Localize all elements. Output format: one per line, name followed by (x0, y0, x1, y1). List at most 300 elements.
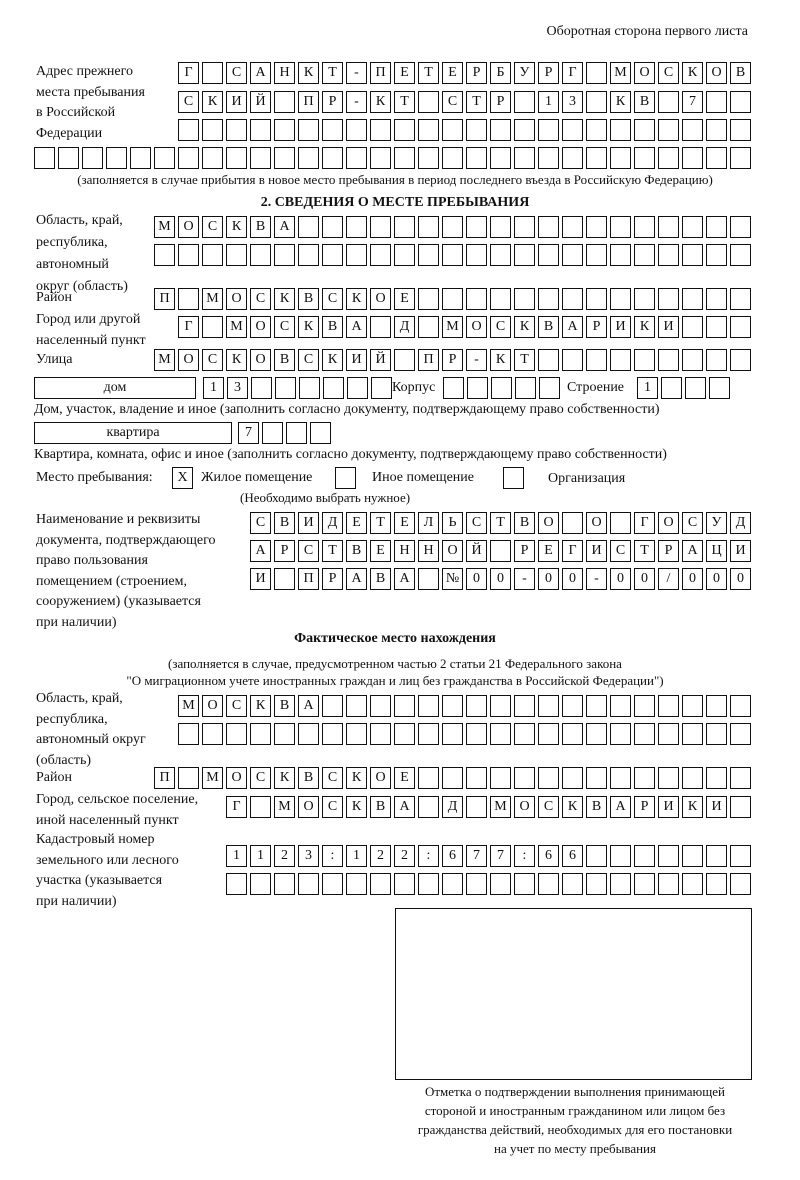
char-cell[interactable]: Й (370, 349, 391, 371)
char-cell[interactable]: М (202, 767, 223, 789)
char-cell[interactable] (586, 845, 607, 867)
char-cell[interactable]: Д (442, 796, 463, 818)
char-cell[interactable] (226, 244, 247, 266)
char-cell[interactable] (394, 244, 415, 266)
char-cell[interactable] (442, 695, 463, 717)
char-cell[interactable] (610, 244, 631, 266)
char-cell[interactable] (562, 767, 583, 789)
char-cell[interactable] (634, 349, 655, 371)
char-cell[interactable] (730, 316, 751, 338)
char-cell[interactable]: О (370, 767, 391, 789)
char-cell[interactable] (562, 147, 583, 169)
char-cell[interactable] (322, 147, 343, 169)
char-cell[interactable]: И (346, 349, 367, 371)
char-cell[interactable]: С (322, 767, 343, 789)
char-cell[interactable] (514, 91, 535, 113)
char-cell[interactable] (730, 349, 751, 371)
char-cell[interactable] (286, 422, 307, 444)
checkbox-residential[interactable]: X (172, 467, 193, 489)
char-cell[interactable] (682, 216, 703, 238)
char-cell[interactable] (682, 119, 703, 141)
char-cell[interactable]: К (346, 767, 367, 789)
char-cell[interactable] (586, 216, 607, 238)
char-cell[interactable] (658, 349, 679, 371)
char-cell[interactable]: 2 (370, 845, 391, 867)
char-cell[interactable]: - (346, 62, 367, 84)
char-cell[interactable]: А (346, 568, 367, 590)
char-cell[interactable] (202, 119, 223, 141)
char-cell[interactable]: Т (322, 62, 343, 84)
char-cell[interactable] (514, 288, 535, 310)
char-cell[interactable]: Т (466, 91, 487, 113)
char-cell[interactable] (514, 119, 535, 141)
char-cell[interactable] (634, 119, 655, 141)
char-cell[interactable]: С (682, 512, 703, 534)
char-cell[interactable] (610, 216, 631, 238)
char-cell[interactable]: К (370, 91, 391, 113)
char-cell[interactable] (491, 377, 512, 399)
char-cell[interactable] (442, 244, 463, 266)
char-cell[interactable]: Г (226, 796, 247, 818)
char-cell[interactable]: О (538, 512, 559, 534)
char-cell[interactable]: К (490, 349, 511, 371)
char-cell[interactable]: С (298, 540, 319, 562)
char-cell[interactable] (610, 873, 631, 895)
char-cell[interactable] (658, 119, 679, 141)
char-cell[interactable]: К (322, 349, 343, 371)
char-cell[interactable] (154, 244, 175, 266)
char-cell[interactable]: К (682, 62, 703, 84)
char-cell[interactable]: О (298, 796, 319, 818)
char-cell[interactable]: К (634, 316, 655, 338)
char-cell[interactable] (515, 377, 536, 399)
char-cell[interactable]: Г (178, 62, 199, 84)
char-cell[interactable] (250, 119, 271, 141)
char-cell[interactable] (490, 288, 511, 310)
char-cell[interactable]: Р (490, 91, 511, 113)
char-cell[interactable]: 6 (562, 845, 583, 867)
char-cell[interactable]: О (442, 540, 463, 562)
char-cell[interactable] (610, 147, 631, 169)
char-cell[interactable]: А (394, 796, 415, 818)
char-cell[interactable]: Е (394, 767, 415, 789)
char-cell[interactable] (250, 147, 271, 169)
char-cell[interactable] (394, 216, 415, 238)
char-cell[interactable]: Д (730, 512, 751, 534)
char-cell[interactable] (730, 147, 751, 169)
char-cell[interactable]: Г (178, 316, 199, 338)
char-cell[interactable]: К (274, 767, 295, 789)
char-cell[interactable]: Г (562, 540, 583, 562)
char-cell[interactable] (418, 723, 439, 745)
char-cell[interactable]: 1 (637, 377, 658, 399)
char-cell[interactable] (346, 147, 367, 169)
char-cell[interactable] (682, 349, 703, 371)
char-cell[interactable]: О (178, 349, 199, 371)
char-cell[interactable]: К (250, 695, 271, 717)
checkbox-other-premises[interactable] (335, 467, 356, 489)
char-cell[interactable] (634, 873, 655, 895)
char-cell[interactable] (586, 349, 607, 371)
char-cell[interactable]: М (274, 796, 295, 818)
char-cell[interactable] (418, 316, 439, 338)
char-cell[interactable]: Р (274, 540, 295, 562)
char-cell[interactable] (466, 147, 487, 169)
char-cell[interactable] (562, 723, 583, 745)
char-cell[interactable] (178, 244, 199, 266)
char-cell[interactable] (418, 288, 439, 310)
char-cell[interactable]: И (706, 796, 727, 818)
char-cell[interactable]: С (202, 349, 223, 371)
char-cell[interactable] (658, 244, 679, 266)
char-cell[interactable]: С (322, 796, 343, 818)
char-cell[interactable] (658, 845, 679, 867)
char-cell[interactable]: В (370, 796, 391, 818)
char-cell[interactable]: - (346, 91, 367, 113)
char-cell[interactable] (262, 422, 283, 444)
char-cell[interactable] (709, 377, 730, 399)
char-cell[interactable] (706, 119, 727, 141)
char-cell[interactable] (418, 244, 439, 266)
char-cell[interactable] (274, 119, 295, 141)
char-cell[interactable] (706, 767, 727, 789)
char-cell[interactable]: Е (394, 288, 415, 310)
char-cell[interactable] (226, 873, 247, 895)
char-cell[interactable] (418, 91, 439, 113)
char-cell[interactable] (538, 288, 559, 310)
char-cell[interactable] (586, 91, 607, 113)
char-cell[interactable] (706, 316, 727, 338)
char-cell[interactable]: К (682, 796, 703, 818)
char-cell[interactable] (274, 91, 295, 113)
char-cell[interactable]: С (226, 695, 247, 717)
char-cell[interactable] (634, 845, 655, 867)
char-cell[interactable] (682, 695, 703, 717)
char-cell[interactable]: 1 (203, 377, 224, 399)
char-cell[interactable] (370, 873, 391, 895)
char-cell[interactable] (586, 147, 607, 169)
char-cell[interactable] (178, 767, 199, 789)
char-cell[interactable] (682, 288, 703, 310)
char-cell[interactable] (370, 244, 391, 266)
char-cell[interactable] (394, 873, 415, 895)
char-cell[interactable] (730, 244, 751, 266)
char-cell[interactable] (706, 147, 727, 169)
char-cell[interactable]: : (418, 845, 439, 867)
char-cell[interactable] (586, 288, 607, 310)
char-cell[interactable] (490, 723, 511, 745)
char-cell[interactable] (610, 119, 631, 141)
char-cell[interactable] (490, 540, 511, 562)
char-cell[interactable] (634, 695, 655, 717)
char-cell[interactable] (347, 377, 368, 399)
char-cell[interactable]: К (562, 796, 583, 818)
char-cell[interactable]: С (250, 512, 271, 534)
char-cell[interactable] (730, 216, 751, 238)
char-cell[interactable] (586, 695, 607, 717)
char-cell[interactable] (466, 796, 487, 818)
char-cell[interactable]: И (658, 316, 679, 338)
char-cell[interactable]: Т (634, 540, 655, 562)
char-cell[interactable] (298, 873, 319, 895)
char-cell[interactable] (250, 244, 271, 266)
char-cell[interactable] (250, 723, 271, 745)
char-cell[interactable] (490, 119, 511, 141)
char-cell[interactable]: 0 (706, 568, 727, 590)
char-cell[interactable] (490, 244, 511, 266)
char-cell[interactable] (685, 377, 706, 399)
char-cell[interactable] (178, 119, 199, 141)
char-cell[interactable]: 7 (466, 845, 487, 867)
char-cell[interactable] (371, 377, 392, 399)
char-cell[interactable] (490, 216, 511, 238)
char-cell[interactable]: О (706, 62, 727, 84)
char-cell[interactable]: С (250, 288, 271, 310)
char-cell[interactable]: П (370, 62, 391, 84)
char-cell[interactable]: С (178, 91, 199, 113)
char-cell[interactable]: Й (250, 91, 271, 113)
char-cell[interactable]: Е (394, 62, 415, 84)
char-cell[interactable]: К (226, 349, 247, 371)
char-cell[interactable] (298, 244, 319, 266)
char-cell[interactable]: И (226, 91, 247, 113)
char-cell[interactable] (418, 767, 439, 789)
char-cell[interactable] (250, 796, 271, 818)
char-cell[interactable] (730, 119, 751, 141)
char-cell[interactable]: К (346, 796, 367, 818)
char-cell[interactable] (370, 119, 391, 141)
char-cell[interactable]: С (658, 62, 679, 84)
char-cell[interactable]: : (514, 845, 535, 867)
char-cell[interactable] (562, 512, 583, 534)
char-cell[interactable]: У (706, 512, 727, 534)
char-cell[interactable] (490, 873, 511, 895)
char-cell[interactable] (274, 723, 295, 745)
char-cell[interactable]: С (298, 349, 319, 371)
char-cell[interactable]: 0 (610, 568, 631, 590)
char-cell[interactable]: Р (658, 540, 679, 562)
char-cell[interactable] (466, 873, 487, 895)
char-cell[interactable]: О (202, 695, 223, 717)
char-cell[interactable] (202, 244, 223, 266)
char-cell[interactable] (634, 288, 655, 310)
char-cell[interactable] (634, 723, 655, 745)
char-cell[interactable] (514, 873, 535, 895)
char-cell[interactable] (658, 288, 679, 310)
char-cell[interactable] (562, 288, 583, 310)
char-cell[interactable] (466, 288, 487, 310)
char-cell[interactable] (274, 568, 295, 590)
char-cell[interactable]: Е (538, 540, 559, 562)
char-cell[interactable]: Р (442, 349, 463, 371)
char-cell[interactable]: М (178, 695, 199, 717)
char-cell[interactable] (682, 316, 703, 338)
char-cell[interactable] (682, 723, 703, 745)
char-cell[interactable]: П (298, 91, 319, 113)
char-cell[interactable] (442, 119, 463, 141)
char-cell[interactable]: - (586, 568, 607, 590)
char-cell[interactable]: Н (274, 62, 295, 84)
char-cell[interactable] (658, 695, 679, 717)
char-cell[interactable]: В (274, 349, 295, 371)
char-cell[interactable]: М (154, 216, 175, 238)
char-cell[interactable]: В (322, 316, 343, 338)
char-cell[interactable] (586, 119, 607, 141)
char-cell[interactable] (514, 216, 535, 238)
char-cell[interactable] (658, 91, 679, 113)
char-cell[interactable] (466, 767, 487, 789)
char-cell[interactable] (706, 723, 727, 745)
char-cell[interactable] (490, 767, 511, 789)
char-cell[interactable] (586, 244, 607, 266)
char-cell[interactable]: С (538, 796, 559, 818)
char-cell[interactable]: У (514, 62, 535, 84)
char-cell[interactable]: 0 (634, 568, 655, 590)
char-cell[interactable]: 0 (730, 568, 751, 590)
char-cell[interactable] (298, 216, 319, 238)
char-cell[interactable]: Ц (706, 540, 727, 562)
char-cell[interactable] (730, 767, 751, 789)
char-cell[interactable]: 0 (466, 568, 487, 590)
char-cell[interactable]: К (298, 62, 319, 84)
char-cell[interactable] (466, 244, 487, 266)
char-cell[interactable] (346, 723, 367, 745)
char-cell[interactable] (274, 873, 295, 895)
char-cell[interactable]: С (202, 216, 223, 238)
char-cell[interactable] (539, 377, 560, 399)
char-cell[interactable]: 6 (538, 845, 559, 867)
char-cell[interactable] (346, 873, 367, 895)
char-cell[interactable] (322, 119, 343, 141)
char-cell[interactable] (730, 873, 751, 895)
char-cell[interactable]: А (682, 540, 703, 562)
char-cell[interactable]: В (514, 512, 535, 534)
char-cell[interactable]: Н (394, 540, 415, 562)
char-cell[interactable] (82, 147, 103, 169)
char-cell[interactable] (418, 216, 439, 238)
char-cell[interactable]: № (442, 568, 463, 590)
char-cell[interactable]: К (226, 216, 247, 238)
char-cell[interactable] (466, 723, 487, 745)
char-cell[interactable] (298, 147, 319, 169)
char-cell[interactable] (610, 723, 631, 745)
char-cell[interactable] (226, 147, 247, 169)
char-cell[interactable] (346, 216, 367, 238)
house-type-field[interactable]: дом (34, 377, 196, 399)
char-cell[interactable] (610, 349, 631, 371)
char-cell[interactable]: Р (466, 62, 487, 84)
char-cell[interactable]: 1 (250, 845, 271, 867)
char-cell[interactable] (538, 723, 559, 745)
char-cell[interactable] (634, 147, 655, 169)
char-cell[interactable] (706, 244, 727, 266)
char-cell[interactable]: Р (538, 62, 559, 84)
char-cell[interactable]: В (370, 568, 391, 590)
char-cell[interactable] (610, 288, 631, 310)
char-cell[interactable]: К (274, 288, 295, 310)
char-cell[interactable] (682, 244, 703, 266)
char-cell[interactable] (251, 377, 272, 399)
char-cell[interactable]: Й (466, 540, 487, 562)
char-cell[interactable] (202, 723, 223, 745)
char-cell[interactable]: С (466, 512, 487, 534)
char-cell[interactable] (538, 873, 559, 895)
char-cell[interactable]: В (586, 796, 607, 818)
char-cell[interactable]: А (274, 216, 295, 238)
char-cell[interactable] (370, 216, 391, 238)
char-cell[interactable]: К (346, 288, 367, 310)
char-cell[interactable] (514, 244, 535, 266)
char-cell[interactable] (610, 695, 631, 717)
char-cell[interactable] (346, 695, 367, 717)
char-cell[interactable]: С (322, 288, 343, 310)
char-cell[interactable]: Ь (442, 512, 463, 534)
char-cell[interactable]: Т (514, 349, 535, 371)
char-cell[interactable] (154, 147, 175, 169)
char-cell[interactable] (322, 244, 343, 266)
char-cell[interactable] (466, 695, 487, 717)
char-cell[interactable] (467, 377, 488, 399)
char-cell[interactable] (442, 767, 463, 789)
char-cell[interactable]: О (370, 288, 391, 310)
char-cell[interactable] (538, 349, 559, 371)
char-cell[interactable] (275, 377, 296, 399)
char-cell[interactable]: Р (634, 796, 655, 818)
char-cell[interactable]: 2 (394, 845, 415, 867)
char-cell[interactable] (58, 147, 79, 169)
char-cell[interactable]: 7 (490, 845, 511, 867)
char-cell[interactable] (34, 147, 55, 169)
char-cell[interactable]: К (202, 91, 223, 113)
char-cell[interactable] (178, 723, 199, 745)
char-cell[interactable]: В (298, 767, 319, 789)
char-cell[interactable] (730, 695, 751, 717)
char-cell[interactable] (226, 723, 247, 745)
char-cell[interactable] (418, 695, 439, 717)
char-cell[interactable]: П (298, 568, 319, 590)
char-cell[interactable] (202, 62, 223, 84)
checkbox-organization[interactable] (503, 467, 524, 489)
char-cell[interactable]: А (562, 316, 583, 338)
char-cell[interactable]: 3 (227, 377, 248, 399)
char-cell[interactable] (394, 147, 415, 169)
char-cell[interactable]: С (490, 316, 511, 338)
char-cell[interactable]: С (442, 91, 463, 113)
char-cell[interactable] (586, 62, 607, 84)
char-cell[interactable]: И (586, 540, 607, 562)
char-cell[interactable]: А (250, 540, 271, 562)
char-cell[interactable]: Н (418, 540, 439, 562)
char-cell[interactable] (706, 695, 727, 717)
char-cell[interactable]: Е (394, 512, 415, 534)
char-cell[interactable] (586, 767, 607, 789)
char-cell[interactable] (730, 91, 751, 113)
char-cell[interactable]: В (634, 91, 655, 113)
char-cell[interactable] (202, 147, 223, 169)
char-cell[interactable] (394, 723, 415, 745)
char-cell[interactable] (658, 147, 679, 169)
char-cell[interactable]: 3 (562, 91, 583, 113)
char-cell[interactable] (706, 845, 727, 867)
char-cell[interactable] (538, 216, 559, 238)
char-cell[interactable]: Г (634, 512, 655, 534)
char-cell[interactable]: О (634, 62, 655, 84)
char-cell[interactable] (442, 873, 463, 895)
char-cell[interactable]: / (658, 568, 679, 590)
char-cell[interactable] (299, 377, 320, 399)
char-cell[interactable]: 2 (274, 845, 295, 867)
char-cell[interactable]: А (394, 568, 415, 590)
